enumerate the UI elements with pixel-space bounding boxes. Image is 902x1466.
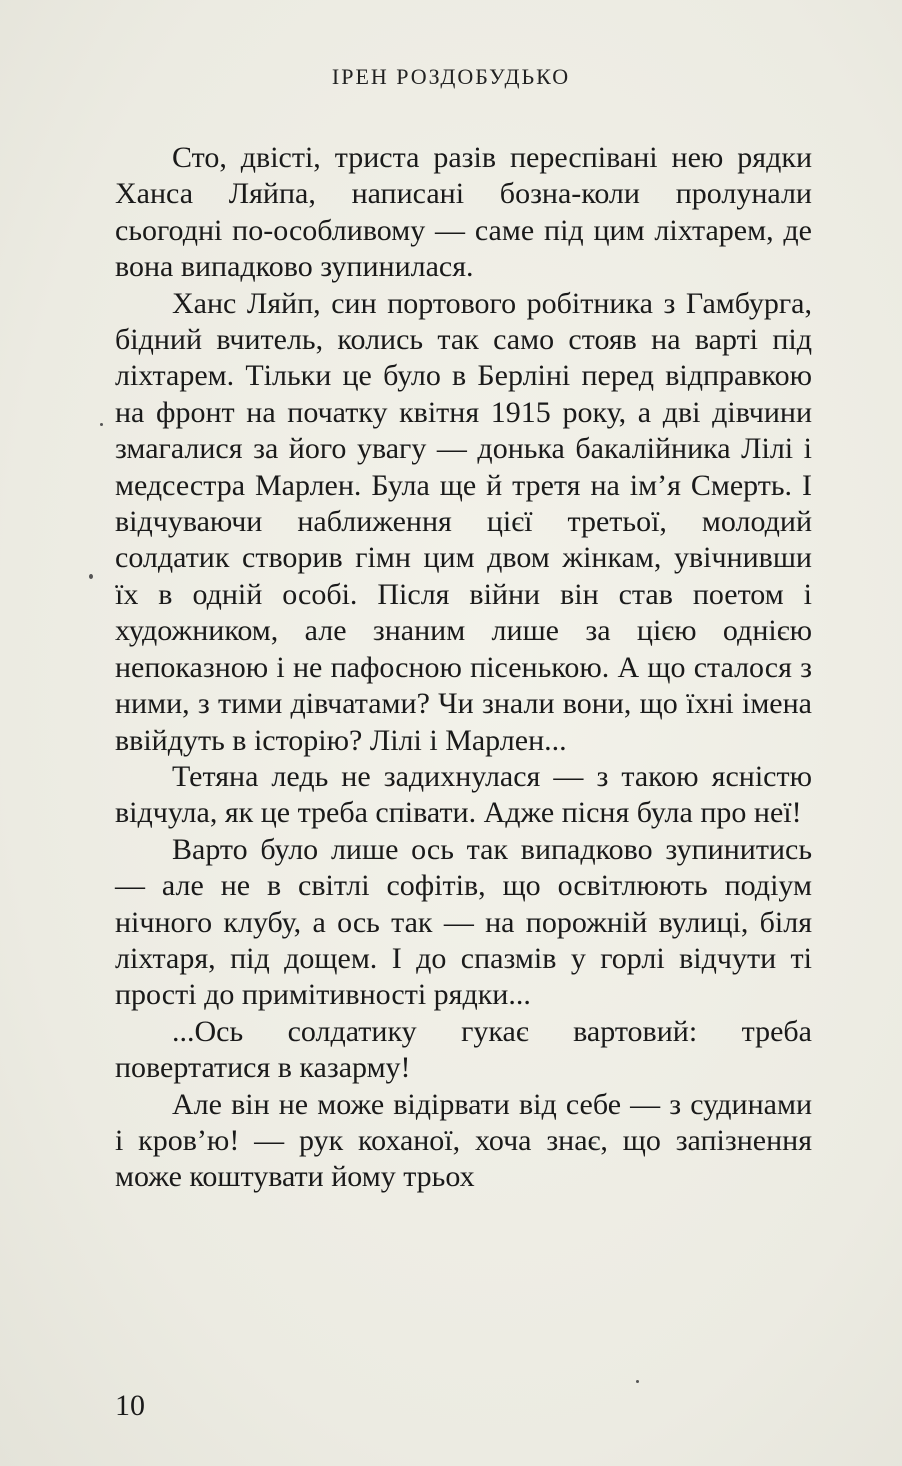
paper-speck [636,1380,639,1383]
paragraph: Варто було лише ось так випадково зупинитись — але не в світлі софітів, що освітлюють подіум нічного клубу, а ось так — на порожній вулиці, біля ліхтаря, під дощем. І до спазмів у горлі відчути ті прості до примітивності рядки... [115,832,812,1012]
paragraph: ...Ось солдатику гукає вартовий: треба повертатися в казарму! [115,1014,812,1085]
paper-speck [100,423,103,426]
body-text [115,140,812,1196]
paper-speck [89,574,93,579]
paragraph: Сто, двісті, триста разів переспівані нею рядки Ханса Ляйпа, написані бозна-коли пролунали сьогодні по-особливому — саме під цим ліхтарем, де вона випадково зупинилася. [115,141,812,284]
paragraph: Ханс Ляйп, син портового робітника з Гамбурга, бідний вчитель, колись так само стояв на варті під ліхтарем. Тільки це було в Берліні перед відправкою на фронт на початку квітня 1915 року, а дві дівчини змагалися за його увагу — донька бакалійника Лілі і медсестра Марлен. Була ще й третя на ім’я Смерть. І відчуваючи наближення цієї третьої, молодий солдатик створив гімн цим двом жінкам, увічнивши їх в одній особі. Після війни він став поетом і художником, але знаним лише за цією однією непоказною і не пафосною пісенькою. А що сталося з ними, з тими дівчатами? Чи знали вони, що їхні імена ввійдуть в історію? Лілі і Марлен... [115,286,812,757]
running-head: ІРЕН РОЗДОБУДЬКО [331,64,571,89]
paragraph: Тетяна ледь не задихнулася — з такою ясністю відчула, як це треба співати. Адже пісня була про неї! [115,759,812,830]
paragraph: Але він не може відірвати від себе — з судинами і кров’ю! — рук коханої, хоча знає, що запізнення може коштувати йому трьох [115,1087,812,1194]
page-number: 10 [115,1389,145,1422]
